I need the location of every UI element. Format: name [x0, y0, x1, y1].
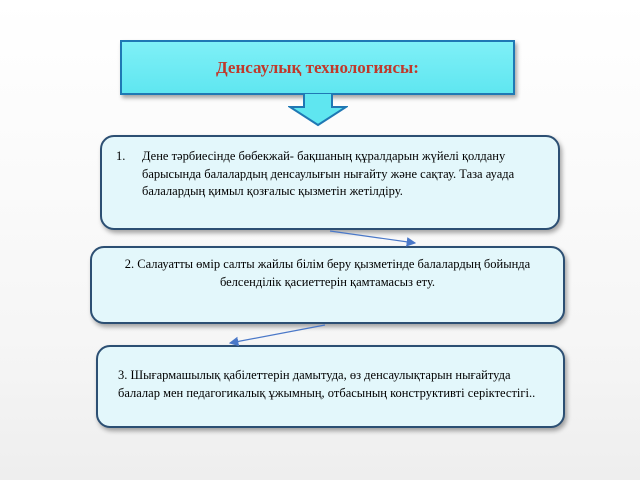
diagram-title: Денсаулық технологиясы: — [216, 57, 419, 77]
step-card-3 — [96, 345, 565, 428]
step-1-text: Дене тәрбиесінде бөбекжай- бақшаның құралдарын жүйелі қолдану барысында балалардың денсаулығын нығайту және сақтау. Таза ауада балалардың қимыл қозғалыс қызметін жетілдіру. — [142, 149, 515, 198]
step-card-1 — [100, 135, 560, 230]
down-arrow-icon — [288, 93, 348, 127]
step-1-number: 1. — [116, 149, 126, 163]
connector-1-to-2 — [330, 231, 415, 243]
step-card-2 — [90, 246, 565, 324]
step-2-text: 2. Салауатты өмір салты жайлы білім беру қызметінде балалардың бойында белсенділік қасиеттерін қамтамасыз ету. — [124, 257, 531, 289]
connector-2-to-3 — [230, 325, 325, 343]
step-3-text: 3. Шығармашылық қабілеттерін дамытуда, өз денсаулықтарын нығайтуда балалар мен педагогикалық ұжымның, отбасының конструктивті серіктестігі.. — [118, 368, 536, 400]
title-box — [120, 40, 515, 95]
